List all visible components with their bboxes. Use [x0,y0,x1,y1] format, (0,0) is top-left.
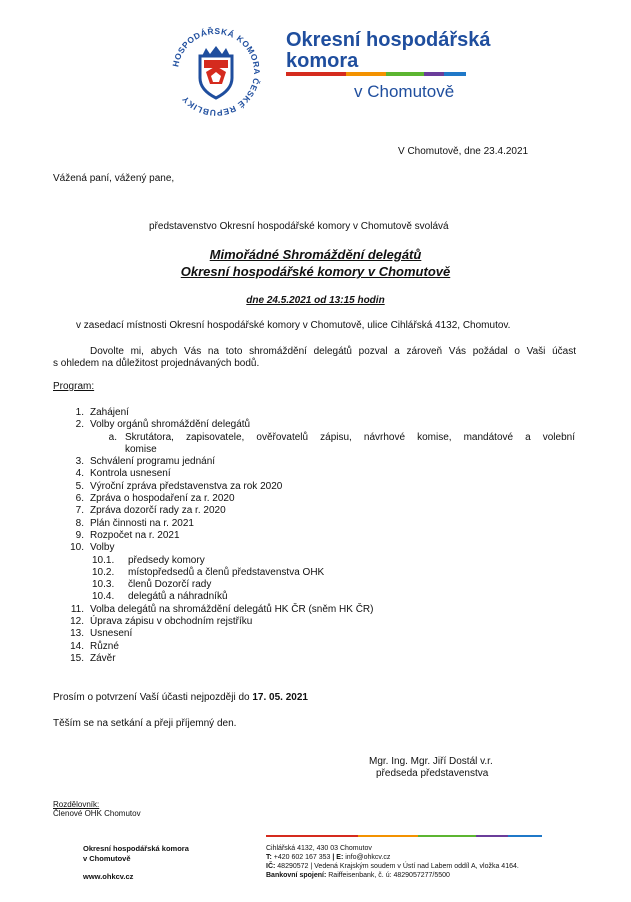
item-text: Závěr [90,652,116,664]
footer-bank [266,872,450,881]
footer-ic-text: 48290572 | Vedená Krajským soudem v Ústí nad Labem oddíl A, vložka 4164. [275,863,519,870]
item-number: 11. [70,603,84,615]
item-number: 10.3. [92,579,115,591]
brand-color-stripe [286,72,466,76]
footer-tel-prefix: T: [266,854,274,861]
item-text: místopředsedů a členů představenstva OHK [128,566,325,578]
item-number: 3. [75,456,84,468]
footer-org-line1: Okresní hospodářská komora [83,844,189,853]
item-number: 2. [75,419,84,431]
brand-title-line1: Okresní hospodářská [286,29,491,51]
item-text: Volba delegátů na shromáždění delegátů HK ČR (sněm HK ČR) [90,603,374,615]
item-number: 6. [75,493,84,505]
list-item [70,653,570,665]
logo-emblem [162,18,270,126]
letter-date: V Chomutově, dne 23.4.2021 [398,146,529,157]
list-subitem [70,431,575,444]
item-text: Schválení programu jednání [90,456,216,468]
body-paragraph-line2: s ohledem na důležitost projednávaných bodů. [53,358,260,369]
item-number: 10.2. [92,566,115,578]
item-number: 10.4. [92,591,115,603]
footer-email-prefix: | E: [330,854,346,861]
footer-bank-label: Bankovní spojení: [266,872,327,879]
list-item [70,505,570,517]
stripe-red [266,835,358,837]
stripe-blue [508,835,542,837]
confirmation-text: Prosím o potvrzení Vaší účasti nejpozději do [53,692,253,703]
distribution-value: Členové OHK Chomutov [53,809,141,818]
footer-ic-label: IČ: [266,863,276,870]
item-text: předsedy komory [128,554,205,566]
item-number: 8. [75,517,84,529]
stripe-blue [444,72,466,76]
item-text: Plán činnosti na r. 2021 [90,517,194,529]
item-number: 13. [70,628,84,640]
footer-phone: +420 602 167 353 [273,854,331,861]
stripe-green [386,72,424,76]
program-list [70,407,575,665]
list-item [70,604,570,616]
confirmation-deadline: 17. 05. 2021 [252,692,308,703]
item-number: 10. [70,542,84,554]
svg-text:HOSPODÁŘSKÁ KOMORA ČESKÉ REPUB: HOSPODÁŘSKÁ KOMORA ČESKÉ REPUBLIKY [170,25,263,119]
item-text: Usnesení [90,628,133,640]
chamber-logo [162,18,270,126]
meeting-title-line1: Mimořádné Shromáždění delegátů [209,247,422,262]
item-text: Zpráva dozorčí rady za r. 2020 [90,505,226,517]
item-text: Různé [90,640,119,652]
item-text: Volby [90,542,115,554]
body-paragraph-line1: Dovolte mi, abych Vás na toto shromáždění delegátů pozval a zároveň Vás požádal o Vaši účast [90,346,576,357]
meeting-location: v zasedací místnosti Okresní hospodářské komory v Chomutově, ulice Cihlářská 4132, Chomutov. [76,320,511,331]
signer-name: Mgr. Ing. Mgr. Jiří Dostál v.r. [369,756,493,767]
list-item [70,407,570,419]
brand-title-line2: komora [286,50,359,72]
item-text: Zpráva o hospodaření za r. 2020 [90,493,235,505]
list-item [70,419,570,431]
list-item [70,616,570,628]
footer-bank-text: Raiffeisenbank, č. ú: 4829057277/5500 [326,872,450,879]
list-item [70,481,570,493]
meeting-title-line2: Okresní hospodářské komory v Chomutově [180,264,451,279]
stripe-green [418,835,476,837]
footer-contact [266,854,390,863]
footer-registration [266,863,519,872]
item-number: 10.1. [92,554,115,566]
item-number: 14. [70,640,84,652]
stripe-purple [424,72,444,76]
list-subitem-continuation [70,444,570,456]
item-text: delegátů a náhradníků [128,591,228,603]
item-number: 9. [75,529,84,541]
list-subitem [70,567,570,579]
footer-email-link[interactable]: info@ohkcv.cz [345,854,391,861]
item-number: a. [108,431,117,443]
list-item [70,641,570,653]
stripe-orange [346,72,386,76]
item-text: Zahájení [90,407,129,418]
list-item [70,456,570,468]
list-item [70,628,570,640]
list-item [70,542,570,554]
list-item [70,468,570,480]
item-number: 4. [75,468,84,480]
intro-line: představenstvo Okresní hospodářské komory v Chomutově svolává [149,221,449,232]
confirmation-request [53,692,308,704]
list-item [70,518,570,530]
program-label: Program: [53,381,95,392]
list-item [70,493,570,505]
salutation: Vážená paní, vážený pane, [53,173,175,184]
item-text: Výroční zpráva představenstva za rok 2020 [90,480,283,492]
stripe-orange [358,835,418,837]
item-text: Kontrola usnesení [90,468,171,480]
brand-city: v Chomutově [354,82,455,101]
footer-color-stripe [266,835,542,837]
stripe-red [286,72,346,76]
item-text: Rozpočet na r. 2021 [90,529,180,541]
stripe-purple [476,835,508,837]
footer-org-line2: v Chomutově [83,854,131,863]
item-number: 15. [70,652,84,664]
list-item [70,530,570,542]
list-subitem [70,579,570,591]
item-text: Volby orgánů shromáždění delegátů [90,419,251,431]
item-number: 5. [75,480,84,492]
item-text: členů Dozorčí rady [128,579,212,591]
list-subitem [70,555,570,567]
signer-role: předseda představenstva [376,768,489,779]
item-text: Úprava zápisu v obchodním rejstříku [90,616,253,628]
item-number: 7. [75,505,84,517]
item-number: 1. [75,407,84,418]
distribution-label: Rozdělovník: [53,800,100,809]
item-text: Skrutátora, zapisovatele, ověřovatelů zápisu, návrhové komise, mandátové a volební [125,431,575,443]
meeting-date: dne 24.5.2021 od 13:15 hodin [246,295,385,306]
footer-website-link[interactable]: www.ohkcv.cz [83,872,134,881]
item-text: komise [125,443,157,455]
list-subitem [70,591,570,603]
closing-line: Těším se na setkání a přeji příjemný den. [53,718,237,729]
item-number: 12. [70,616,84,628]
footer-address: Cihlářská 4132, 430 03 Chomutov [266,845,372,852]
